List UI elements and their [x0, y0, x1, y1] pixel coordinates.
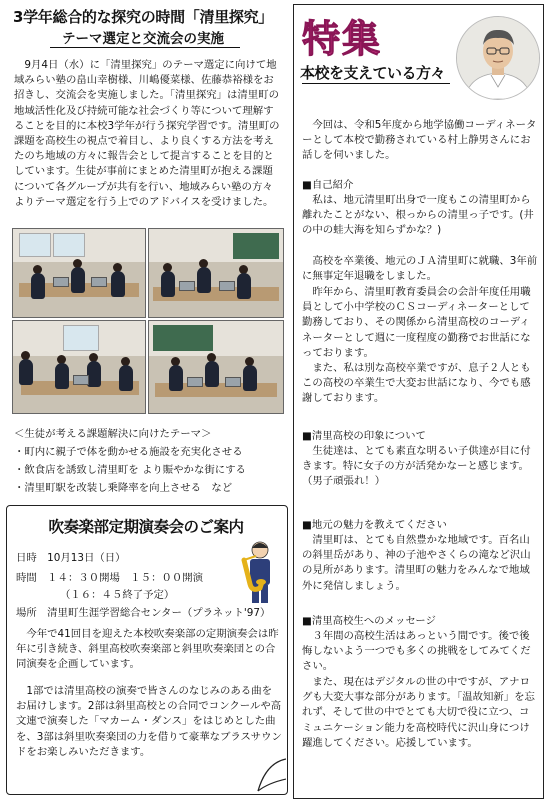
section-paragraph: 高校を卒業後、地元のＪＡ清里町に就職、3年前に無事定年退職をしました。 — [302, 255, 538, 283]
section-heading-impression: ■清里高校の印象について — [302, 430, 426, 442]
classroom-photo-3 — [12, 320, 146, 414]
classroom-photo-1 — [12, 228, 146, 318]
concert-place: 場所 清里町生涯学習総合センター（プラネット'97） — [16, 607, 271, 619]
section-paragraph: また、現在はデジタルの世の中ですが、アナログも大変大事な部分があります。「温故知新」を忘れず、そして世の中でとても大切で役に立つ、コミュニケーション能力を高校時代に沢山身につけ躍進してください。応援しています。 — [302, 676, 535, 749]
concert-time: 時間 １４：３０開場 １５：００開演 — [16, 572, 204, 584]
section-paragraph: 昨年から、清里町教育委員会の会計年度任用職員として小中学校のＣＳコーディネーターとして勤務しており、その関係から清里高校のコーディネーターとして週に一度程度の勤務でお世話になっております。 — [302, 286, 531, 359]
feature-intro: 今回は、令和5年度から地学協働コーディネーターとして本校で勤務されている村上静男さんにお話しを伺いました。 — [302, 119, 537, 162]
concert-title: 吹奏楽部定期演奏会のご案内 — [48, 518, 244, 536]
feature-title: 特集 — [302, 17, 383, 61]
saxophone-player-icon — [236, 540, 280, 608]
section-paragraph: 私は、地元清里町出身で一度もこの清里町から離れたことがない、根っからの清里っ子です。(井の中の蛙大海を知らずかな？) — [302, 194, 534, 237]
theme-item: ・清里町駅を改装し乗降率を向上させる など — [14, 482, 233, 494]
section-paragraph: 生徒達は、とても素直な明るい子供達が目に付きます。特に女子の方が活発かなーと感じます。（男子頑張れ！） — [302, 445, 531, 488]
concert-paragraph: 今年で41回目を迎えた本校吹奏楽部の定期演奏会は昨年に引き続き、斜里高校吹奏楽部と斜里吹奏楽団との合同演奏を企画しています。 — [16, 628, 279, 671]
section-paragraph: また、私は別な高校卒業ですが、息子２人ともこの高校の卒業生で大変お世話になり、今でも感謝しております。 — [302, 362, 531, 405]
article-paragraph: 9月4日（水）に「清里探究」のテーマ選定に向けて地域みらい塾の畠山幸樹様、川嶋優菜様、佐藤恭裕様をお招きし、交流会を実施しました。「清里探究」は清里町の地域活性化及び持続可能な社会づくり等について理解することを目的に本校3学年が行う探究学習です。清里町の課題を高校生の視点で着目し、より良くする方法を考えたのち地域の方々に報告会として提言することを目的としています。生徒が事前にまとめた清里町が抱える課題について各グループが共有を行い、地域みらい塾の方々よりテーマ選定を行う上でのアドバイスを受けました。 — [14, 59, 280, 208]
page-curl-corner — [248, 757, 286, 793]
portrait-photo — [456, 16, 540, 100]
themes-heading: ＜生徒が考える課題解決に向けたテーマ＞ — [14, 428, 212, 440]
section-heading-message: ■清里高校生へのメッセージ — [302, 615, 436, 627]
theme-item: ・飲食店を誘致し清里町を より賑やかな街にする — [14, 464, 246, 476]
section-paragraph: ３年間の高校生活はあっという間です。後で後悔しないよう一つでも多くの挑戦をしてみてください。 — [302, 630, 531, 673]
title-underline — [50, 47, 240, 48]
section-paragraph: 清里町は、とても自然豊かな地域です。百名山の斜里岳があり、神の子池やさくらの滝など沢山の見所があります。清里町の魅力をみんなで地域外に発信しましょう。 — [302, 534, 531, 592]
theme-item: ・町内に親子で体を動かせる施設を充実化させる — [14, 446, 243, 458]
article-subtitle: テーマ選定と交流会の実施 — [62, 31, 224, 47]
article-title: 3学年総合的な探究の時間「清里探究」 — [12, 8, 274, 26]
concert-date: 日時 10月13日（日） — [16, 552, 126, 564]
section-heading-local-appeal: ■地元の魅力を教えてください — [302, 519, 447, 531]
section-heading-self-intro: ■自己紹介 — [302, 179, 354, 191]
subtitle-underline — [302, 83, 450, 84]
feature-subtitle: 本校を支えている方々 — [300, 64, 446, 82]
classroom-photo-4 — [148, 320, 284, 414]
classroom-photo-2 — [148, 228, 284, 318]
concert-paragraph: 1部では清里高校の演奏で皆さんのなじみのある曲をお届けします。2部は斜里高校との合同でコンクールや高文連で演奏した「マカーム・ダンス」をはじめとした曲を、3部は斜里吹奏楽団の力を借りて豪華なブラスサウンドをお楽しみいただきます。 — [16, 685, 282, 758]
concert-end-time: （１６：４５終了予定） — [60, 589, 175, 601]
